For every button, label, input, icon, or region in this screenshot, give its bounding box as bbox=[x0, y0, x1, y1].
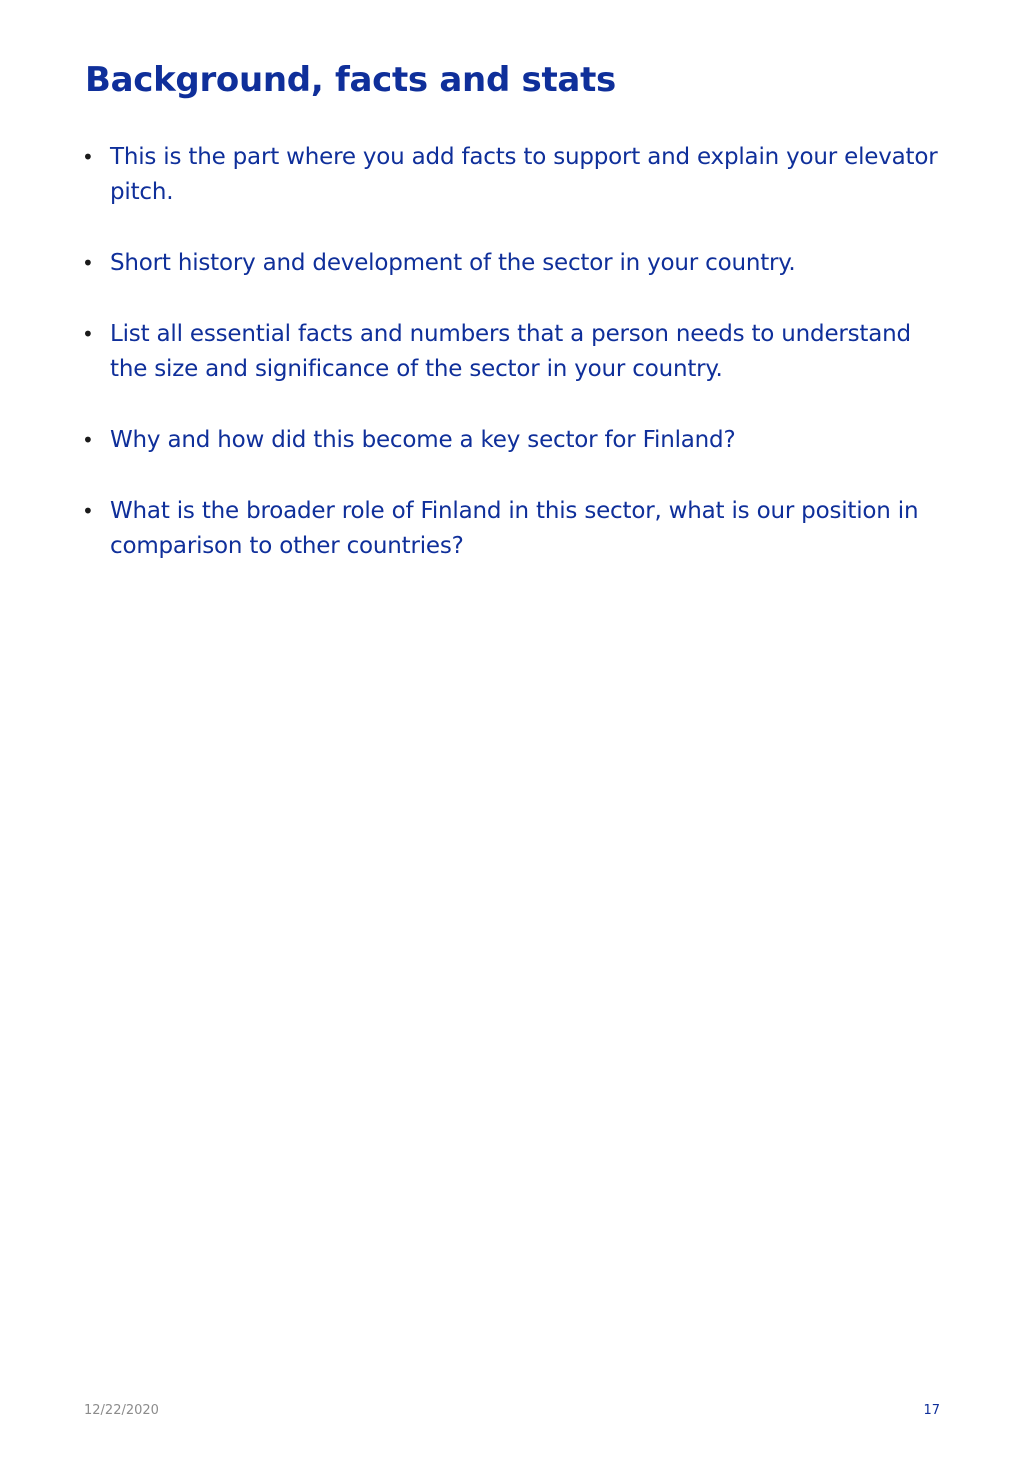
page-number: 17 bbox=[923, 1403, 940, 1418]
footer-date: 12/22/2020 bbox=[84, 1403, 159, 1418]
page-title: Background, facts and stats bbox=[85, 60, 616, 100]
bullet-item bbox=[82, 140, 952, 210]
bullet-icon: • bbox=[82, 145, 94, 169]
bullet-item bbox=[82, 317, 952, 387]
bullet-icon: • bbox=[82, 499, 94, 523]
bullet-list bbox=[82, 140, 952, 600]
bullet-icon: • bbox=[82, 251, 94, 275]
bullet-item bbox=[82, 246, 952, 281]
bullet-text: Short history and development of the sector in your country. bbox=[110, 250, 796, 276]
bullet-text: This is the part where you add facts to support and explain your elevator pitch. bbox=[110, 144, 938, 205]
bullet-text: List all essential facts and numbers that a person needs to understand the size and significance of the sector in your country. bbox=[110, 321, 911, 382]
bullet-item bbox=[82, 494, 952, 564]
bullet-icon: • bbox=[82, 322, 94, 346]
bullet-text: What is the broader role of Finland in this sector, what is our position in comparison to other countries? bbox=[110, 498, 919, 559]
bullet-item bbox=[82, 423, 952, 458]
bullet-icon: • bbox=[82, 428, 94, 452]
bullet-text: Why and how did this become a key sector for Finland? bbox=[110, 427, 736, 453]
